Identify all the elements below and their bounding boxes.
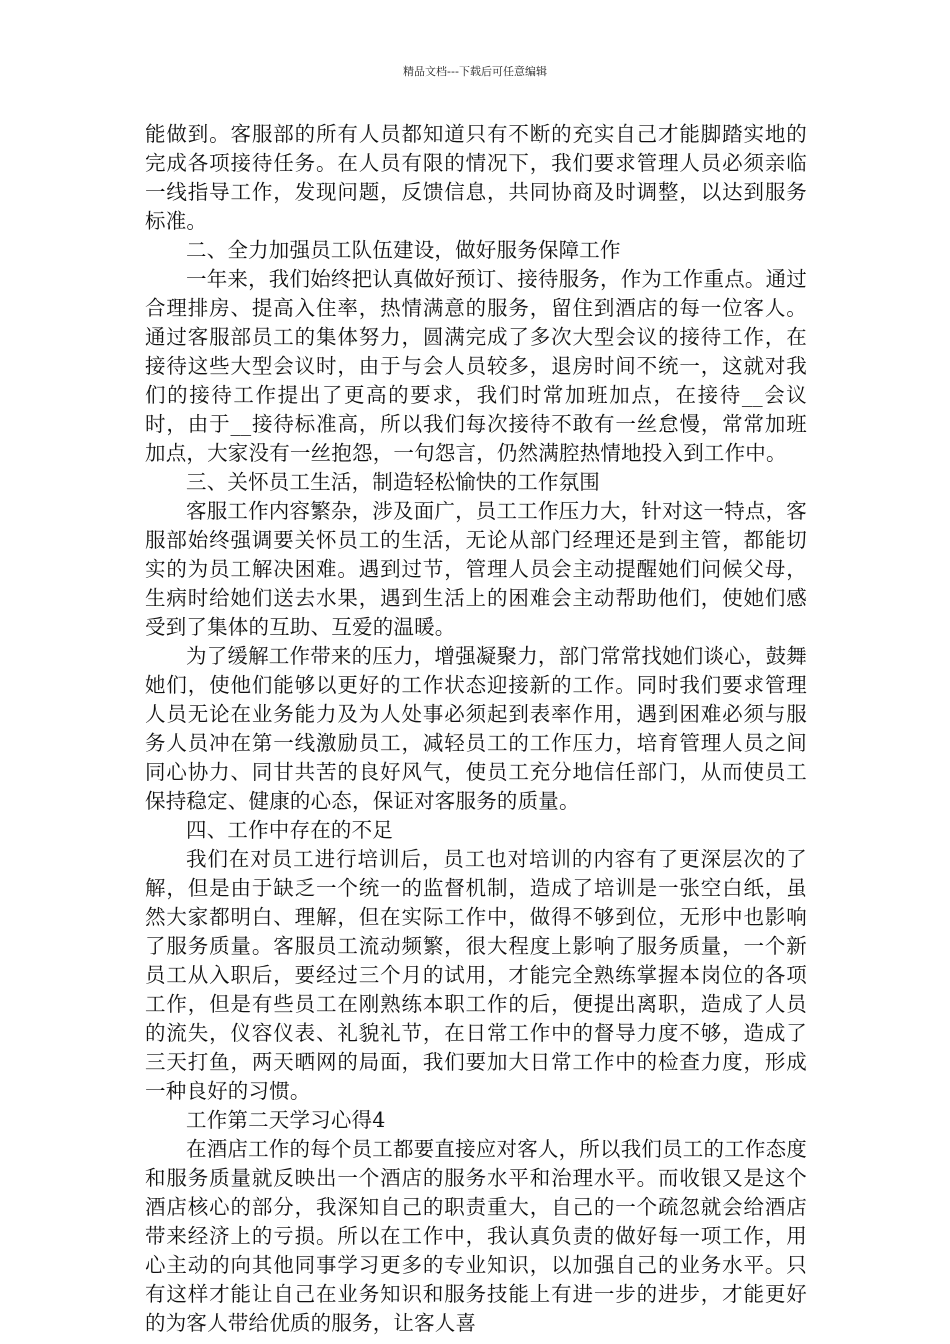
section-heading: 工作第二天学习心得4 xyxy=(186,1108,386,1132)
paragraph: 一年来，我们始终把认真做好预订、接待服务，作为工作重点。通过合理排房、提高入住率，热情满意的服务，留住到酒店的每一位客人。通过客服部员工的集体努力，圆满完成了多次大型会议的接待工作，在接待这些大型会议时，由于与会人员较多，退房时间不统一，这就对我们的接待工作提出了更高的要求，我们时常加班加点，在接待__会议时，由于__接待标准高，所以我们每次接待不敢有一丝怠慢，常常加班加点，大家没有一丝抱怨，一句怨言，仍然满腔热情地投入到工作中。 xyxy=(145,267,807,465)
section-heading: 四、工作中存在的不足 xyxy=(186,818,393,842)
paragraph: 客服工作内容繁杂，涉及面广，员工工作压力大，针对这一特点，客服部始终强调要关怀员工的生活，无论从部门经理还是到主管，都能切实的为员工解决困难。遇到过节，管理人员会主动提醒她们问候父母，生病时给她们送去水果，遇到生活上的困难会主动帮助他们，使她们感受到了集体的互助、互爱的温暖。 xyxy=(145,499,807,639)
section-heading: 三、关怀员工生活，制造轻松愉快的工作氛围 xyxy=(186,470,600,494)
document-body xyxy=(145,120,807,1338)
paragraph: 我们在对员工进行培训后，员工也对培训的内容有了更深层次的了解，但是由于缺乏一个统一的监督机制，造成了培训是一张空白纸，虽然大家都明白、理解，但在实际工作中，做得不够到位，无形中也影响了服务质量。客服员工流动频繁，很大程度上影响了服务质量，一个新员工从入职后，要经过三个月的试用，才能完全熟练掌握本岗位的各项工作，但是有些员工在刚熟练本职工作的后，便提出离职，造成了人员的流失，仪容仪表、礼貌礼节，在日常工作中的督导力度不够，造成了三天打鱼，两天晒网的局面，我们要加大日常工作中的检查力度，形成一种良好的习惯。 xyxy=(145,847,807,1103)
paragraph: 能做到。客服部的所有人员都知道只有不断的充实自己才能脚踏实地的完成各项接待任务。在人员有限的情况下，我们要求管理人员必须亲临一线指导工作，发现问题，反馈信息，共同协商及时调整，以达到服务标准。 xyxy=(145,122,807,233)
paragraph: 为了缓解工作带来的压力，增强凝聚力，部门常常找她们谈心，鼓舞她们，使他们能够以更好的工作状态迎接新的工作。同时我们要求管理人员无论在业务能力及为人处事必须起到表率作用，遇到困难必须与服务人员冲在第一线激励员工，减轻员工的工作压力，培育管理人员之间同心协力、同甘共苦的良好风气，使员工充分地信任部门，从而使员工保持稳定、健康的心态，保证对客服务的质量。 xyxy=(145,644,807,813)
paragraph: 在酒店工作的每个员工都要直接应对客人，所以我们员工的工作态度和服务质量就反映出一个酒店的服务水平和治理水平。而收银又是这个酒店核心的部分，我深知自己的职责重大，自己的一个疏忽就会给酒店带来经济上的亏损。所以在工作中，我认真负责的做好每一项工作，用心主动的向其他同事学习更多的专业知识，以加强自己的业务水平。只有这样才能让自己在业务知识和服务技能上有进一步的进步，才能更好的为客人带给优质的服务，让客人喜 xyxy=(145,1137,807,1335)
page-header: 精品文档---下载后可任意编辑 xyxy=(403,65,547,78)
section-heading: 二、全力加强员工队伍建设，做好服务保障工作 xyxy=(186,238,621,262)
